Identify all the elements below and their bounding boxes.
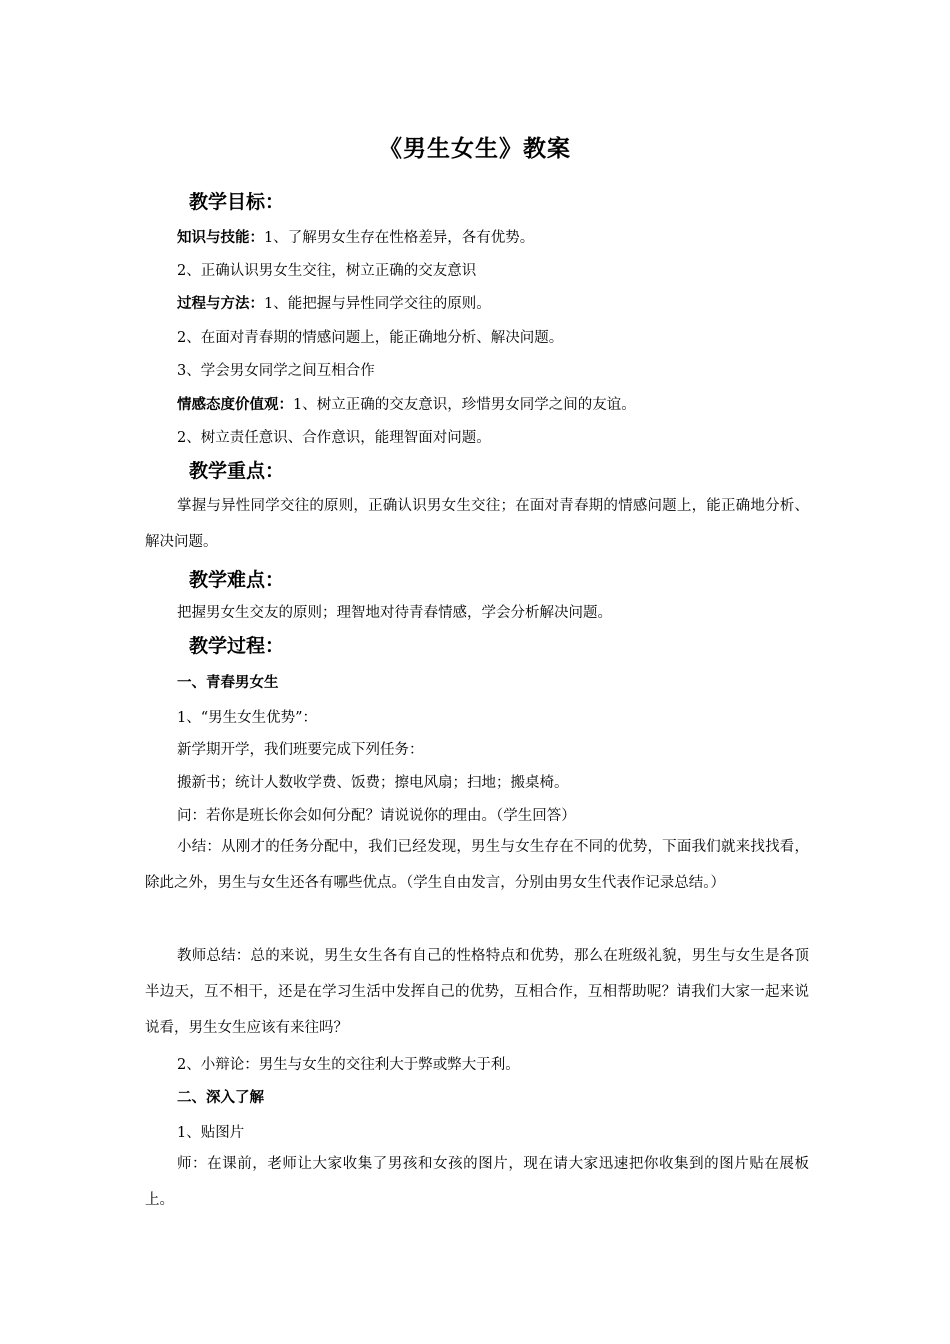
goal-knowledge-line-1 bbox=[177, 226, 534, 247]
goal-emotion-label: 情感态度价值观： bbox=[177, 397, 293, 413]
section-1-summary: 小结：从刚才的任务分配中，我们已经发现，男生与女生存在不同的优势，下面我们就来找找看，除此之外，男生与女生还各有哪些优点。（学生自由发言，分别由男女生代表作记录总结。） bbox=[145, 839, 809, 891]
section-2-title: 二、深入了解 bbox=[177, 1090, 264, 1106]
goal-process-line-3: 3、学会男女同学之间互相合作 bbox=[177, 363, 375, 379]
difficult-points-text: 把握男女生交友的原则；理智地对待青春情感，学会分析解决问题。 bbox=[177, 605, 612, 621]
goal-emotion-text-1: 1、树立正确的交友意识，珍惜男女同学之间的友谊。 bbox=[293, 397, 636, 413]
section-1-teacher-summary: 教师总结：总的来说，男生女生各有自己的性格特点和优势，那么在班级礼貌，男生与女生是各顶半边天，互不相干，还是在学习生活中发挥自己的优势，互相合作，互相帮助呢？请我们大家一起来说说看，男生女生应该有来往吗？ bbox=[145, 948, 809, 1036]
goal-knowledge-label: 知识与技能： bbox=[177, 230, 264, 246]
goal-emotion-line-1 bbox=[177, 393, 636, 414]
heading-key-points: 教学重点： bbox=[189, 460, 285, 482]
goal-process-text-1: 1、能把握与异性同学交往的原则。 bbox=[264, 296, 491, 312]
section-2-item-1: 1、贴图片 bbox=[177, 1125, 245, 1141]
heading-difficult-points: 教学难点： bbox=[189, 569, 285, 591]
goal-process-line-2: 2、在面对青春期的情感问题上，能正确地分析、解决问题。 bbox=[177, 330, 564, 346]
key-points-paragraph: 掌握与异性同学交往的原则，正确认识男女生交往；在面对青春期的情感问题上，能正确地分析、解决问题。 bbox=[145, 498, 809, 550]
section-1-title: 一、青春男女生 bbox=[177, 675, 279, 691]
goal-process-label: 过程与方法： bbox=[177, 296, 264, 312]
heading-teaching-process: 教学过程： bbox=[189, 635, 285, 657]
goal-knowledge-text-1: 1、了解男女生存在性格差异，各有优势。 bbox=[264, 230, 535, 246]
document-title: 《男生女生》教案 bbox=[379, 136, 571, 162]
goal-emotion-line-2: 2、树立责任意识、合作意识，能理智面对问题。 bbox=[177, 430, 491, 446]
goal-knowledge-line-2: 2、正确认识男女生交往，树立正确的交友意识 bbox=[177, 263, 477, 279]
section-1-question: 问：若你是班长你会如何分配？请说说你的理由。（学生回答） bbox=[177, 808, 576, 824]
section-1-item-1: 1、“男生女生优势”： bbox=[177, 710, 318, 726]
section-2-teacher: 师：在课前，老师让大家收集了男孩和女孩的图片，现在请大家迅速把你收集到的图片贴在展板上。 bbox=[145, 1156, 809, 1208]
section-1-item-2: 2、小辩论：男生与女生的交往利大于弊或弊大于利。 bbox=[177, 1057, 520, 1073]
goal-process-line-1 bbox=[177, 292, 491, 313]
section-1-task-intro: 新学期开学，我们班要完成下列任务： bbox=[177, 742, 424, 758]
heading-teaching-goals: 教学目标： bbox=[189, 191, 285, 213]
section-1-tasks: 搬新书；统计人数收学费、饭费；擦电风扇；扫地；搬桌椅。 bbox=[177, 775, 569, 791]
